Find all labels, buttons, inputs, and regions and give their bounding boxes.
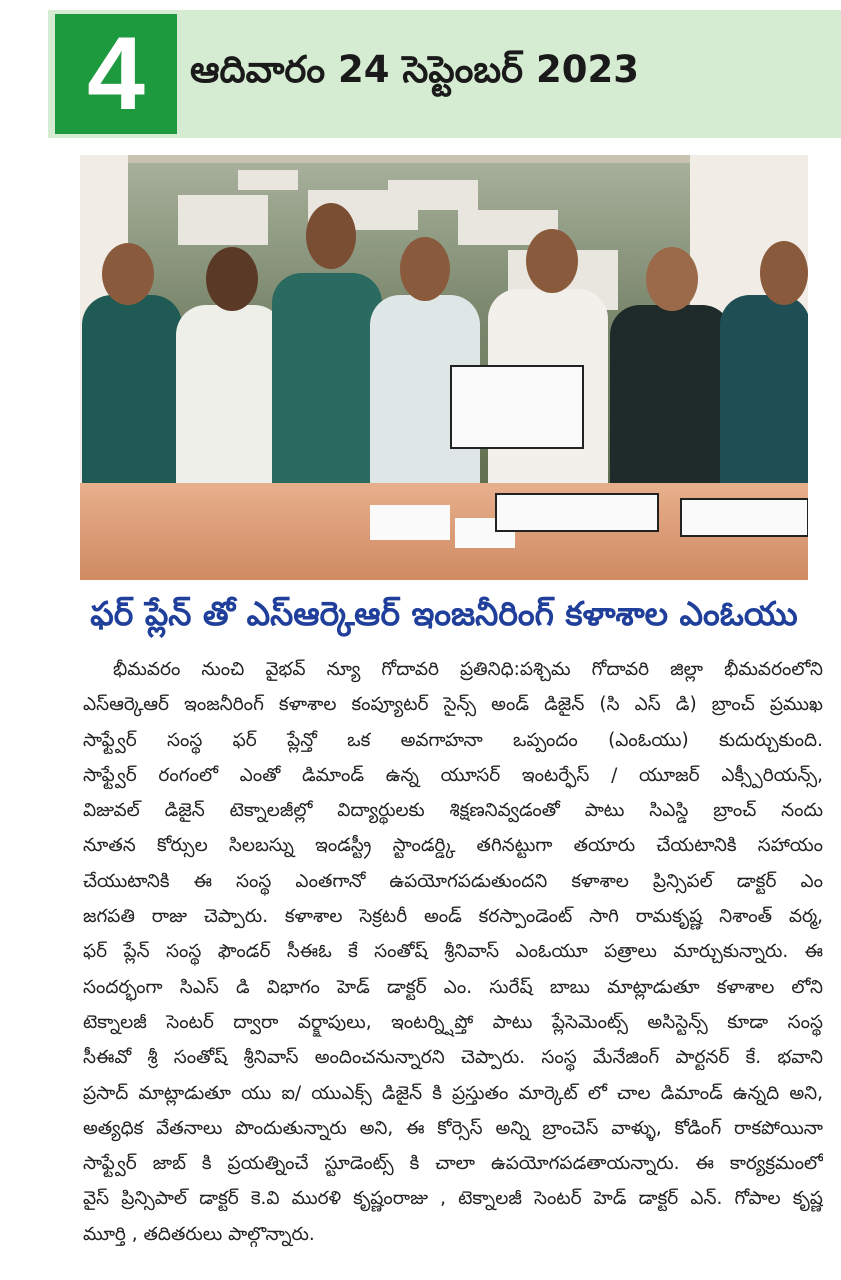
article-line: సాఫ్ట్వేర్ సంస్థ ఫర్ ప్లేన్తో ఒక అవగాహనా ఒప్పందం (ఎంఓయు) కుదుర్చుకుంది.	[83, 729, 823, 751]
article-line: ప్రసాద్ మాట్లాడుతూ యు ఐ/ యుఎక్స్ డిజైన్ కి ప్రస్తుతం మార్కెట్ లో చాల డిమాండ్ ఉన్నది అని,	[83, 1082, 823, 1104]
article-line: ఎస్ఆర్కెఆర్ ఇంజనీరింగ్ కళాశాల కంప్యూటర్ సైన్స్ అండ్ డిజైన్ (సి ఎస్ డి) బ్రాంచ్ ప్రముఖ	[83, 694, 823, 716]
article-line: టెక్నాలజీ సెంటర్ ద్వారా వర్క్షాపులు, ఇంటర్న్షిప్తో పాటు ప్లేసెమెంట్స్ అసిస్టెన్స్ కూడా సంస్థ	[83, 1011, 823, 1033]
article-line: అత్యధిక వేతనాలు పొందుతున్నారు అని, ఈ కోర్సెస్ అన్ని బ్రాంచెస్ వాళ్ళు, కోడింగ్ రాకపోయినా	[83, 1117, 823, 1139]
article-body	[83, 652, 823, 1252]
table	[80, 483, 808, 580]
article-line: సాఫ్ట్వేర్ రంగంలో ఎంతో డిమాండ్ ఉన్న యూసర్ ఇంటర్ఫేస్ / యూజర్ ఎక్స్పీరియన్స్,	[83, 764, 823, 786]
article-line: భీమవరం నుంచి వైభవ్ న్యూ గోదావరి ప్రతినిధి:పశ్చిమ గోదావరి జిల్లా భీమవరంలోని	[113, 659, 823, 680]
article-line: చేయుటానికి ఈ సంస్థ ఎంతగానో ఉపయోగపడుతుందని కళాశాల ప్రిన్సిపల్ డాక్టర్ ఎం	[83, 870, 823, 892]
article-line: మూర్తి , తదితరులు పాల్గొన్నారు.	[83, 1223, 315, 1245]
article-line: ఫర్ ప్లేన్ సంస్థ ఫౌండర్ సీఈఓ కే సంతోష్ శ్రీనివాస్ ఎంఓయూ పత్రాలు మార్చుకున్నారు. ఈ	[83, 941, 823, 963]
article-line: సందర్భంగా సిఎస్ డి విభాగం హెడ్ డాక్టర్ ఎం. సురేష్ బాబు మాట్లాడుతూ కళాశాల లోని	[83, 976, 823, 998]
article-line: నూతన కోర్సుల సిలబస్ను ఇండస్ట్రీ స్టాండర్డ్కి తగినట్టుగా తయారు చేయటానికి సహాయం	[83, 835, 823, 857]
article-line: సాఫ్ట్వేర్ జాబ్ కి ప్రయత్నించే స్టూడెంట్స్ కి చాలా ఉపయోగపడతాయన్నారు. ఈ కార్యక్రమంలో	[83, 1153, 823, 1175]
mou-signing-photo	[80, 155, 808, 580]
article-line: జగపతి రాజు చెప్పారు. కళాశాల సెక్రటరీ అండ్ కరస్పాండెంట్ సాగి రామకృష్ణ నిశాంత్ వర్మ,	[83, 906, 823, 928]
article-line: వైస్ ప్రిన్సిపాల్ డాక్టర్ కె.వి మురళి కృష్ణంరాజు , టెక్నాలజీ సెంటర్ హెడ్ డాక్టర్ ఎన్. గోపాల కృష్ణ	[83, 1188, 823, 1210]
article-headline: ఫర్ ప్లేన్ తో ఎస్ఆర్కెఆర్ ఇంజనీరింగ్ కళాశాల ఎంఓయు	[90, 594, 798, 633]
page-number: 4	[55, 14, 177, 134]
article-line: విజువల్ డిజైన్ టెక్నాలజీల్లో విద్యార్థులకు శిక్షణనివ్వడంతో పాటు సిఎస్డి బ్రాంచ్ నందు	[83, 800, 823, 822]
publication-date: ఆదివారం 24 సెప్టెంబర్ 2023	[190, 48, 639, 91]
mou-document	[450, 365, 584, 449]
article-line: సీఈవో శ్రీ సంతోష్ శ్రీనివాస్ అందించనున్నారని చెప్పారు. సంస్థ మేనేజింగ్ పార్టనర్ కే. భవాని	[83, 1047, 823, 1069]
